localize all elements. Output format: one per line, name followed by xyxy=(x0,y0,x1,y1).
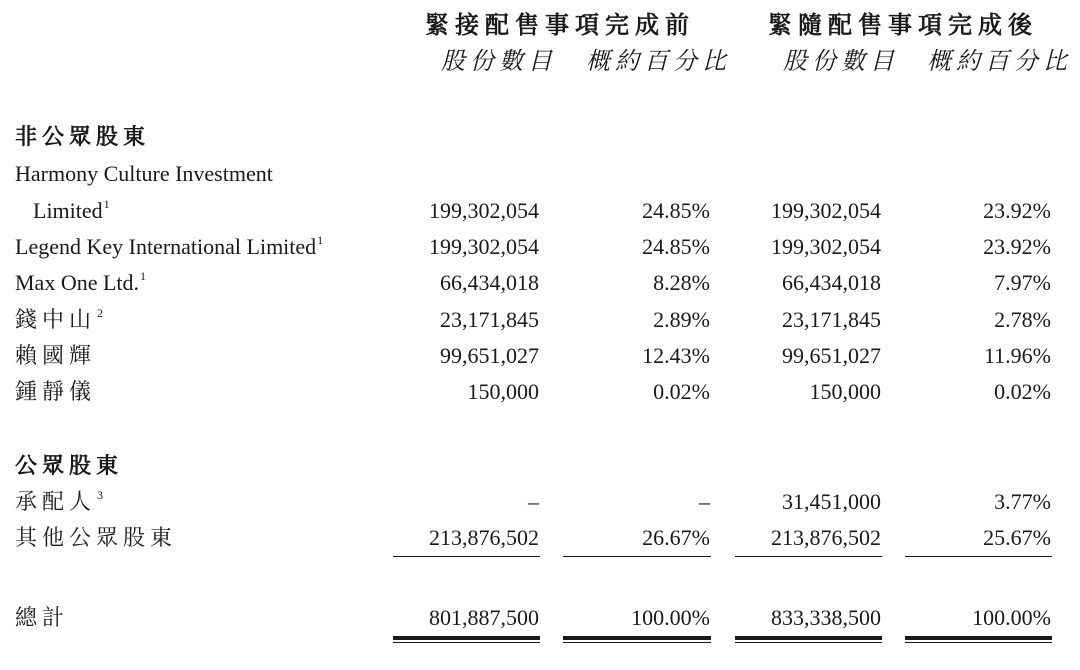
row-label: 承配人$^3$ xyxy=(15,488,109,514)
shares-after: 199,302,054 xyxy=(771,198,881,223)
total-double-rule xyxy=(393,636,540,643)
percent-after: 23.92% xyxy=(983,234,1051,259)
shares-before: 199,302,054 xyxy=(429,234,539,259)
row-label: Max One Ltd.$^1$ xyxy=(15,269,147,295)
percent-before: 26.67% xyxy=(642,525,710,550)
shares-after: 23,171,845 xyxy=(782,307,881,332)
header-before-shares: 股份數目 xyxy=(441,49,557,75)
shares-after: 150,000 xyxy=(809,379,881,404)
percent-before: 0.02% xyxy=(653,379,710,404)
total-percent-before: 100.00% xyxy=(631,605,710,630)
shares-after: 213,876,502 xyxy=(771,525,881,550)
percent-before: 2.89% xyxy=(653,307,710,332)
shares-before: 66,434,018 xyxy=(440,270,539,295)
percent-after: 11.96% xyxy=(983,343,1051,368)
header-after-title: 緊隨配售事項完成後 xyxy=(768,13,1038,39)
percent-after: 3.77% xyxy=(994,489,1051,514)
subtotal-rule xyxy=(905,556,1052,557)
row-label-cont: Limited$^1$ xyxy=(33,197,110,223)
row-label: 其他公眾股東 xyxy=(15,525,178,550)
shares-after: 99,651,027 xyxy=(782,343,881,368)
percent-after: 25.67% xyxy=(983,525,1051,550)
total-shares-after: 833,338,500 xyxy=(771,605,881,630)
header-after-shares: 股份數目 xyxy=(783,49,899,75)
percent-after: 0.02% xyxy=(994,379,1051,404)
percent-before: 12.43% xyxy=(642,343,710,368)
total-shares-before: 801,887,500 xyxy=(429,605,539,630)
footnote-ref: 1 xyxy=(317,233,324,247)
shares-before: 23,171,845 xyxy=(440,307,539,332)
shares-after: 199,302,054 xyxy=(771,234,881,259)
total-double-rule xyxy=(563,636,711,643)
shares-before: – xyxy=(528,489,539,514)
row-label: 鍾靜儀 xyxy=(15,379,97,404)
header-after-percent: 概約百分比 xyxy=(927,49,1072,75)
total-double-rule xyxy=(735,636,882,643)
section-non-public-heading: 非公眾股東 xyxy=(15,124,151,149)
percent-before: 24.85% xyxy=(642,198,710,223)
shares-before: 150,000 xyxy=(467,379,539,404)
shares-before: 213,876,502 xyxy=(429,525,539,550)
shares-before: 99,651,027 xyxy=(440,343,539,368)
total-double-rule xyxy=(905,636,1052,643)
shares-after: 31,451,000 xyxy=(782,489,881,514)
row-label: 錢中山$^2$ xyxy=(15,306,109,332)
percent-after: 7.97% xyxy=(994,270,1051,295)
percent-before: 8.28% xyxy=(653,270,710,295)
percent-after: 23.92% xyxy=(983,198,1051,223)
footnote-ref: 1 xyxy=(140,269,147,283)
subtotal-rule xyxy=(735,556,882,557)
percent-before: 24.85% xyxy=(642,234,710,259)
total-percent-after: 100.00% xyxy=(972,605,1051,630)
row-label: Legend Key International Limited$^1$ xyxy=(15,233,324,259)
subtotal-rule xyxy=(393,556,540,557)
percent-after: 2.78% xyxy=(994,307,1051,332)
row-label: 賴國輝 xyxy=(15,343,97,368)
subtotal-rule xyxy=(563,556,711,557)
footnote-ref: 3 xyxy=(97,488,109,502)
total-label: 總計 xyxy=(15,605,70,630)
section-public-heading: 公眾股東 xyxy=(15,453,124,478)
shares-after: 66,434,018 xyxy=(782,270,881,295)
footnote-ref: 1 xyxy=(103,197,110,211)
row-label: Harmony Culture Investment xyxy=(15,161,273,186)
percent-before: – xyxy=(699,489,710,514)
header-before-percent: 概約百分比 xyxy=(586,49,731,75)
shares-before: 199,302,054 xyxy=(429,198,539,223)
footnote-ref: 2 xyxy=(97,306,109,320)
header-before-title: 緊接配售事項完成前 xyxy=(425,13,695,39)
